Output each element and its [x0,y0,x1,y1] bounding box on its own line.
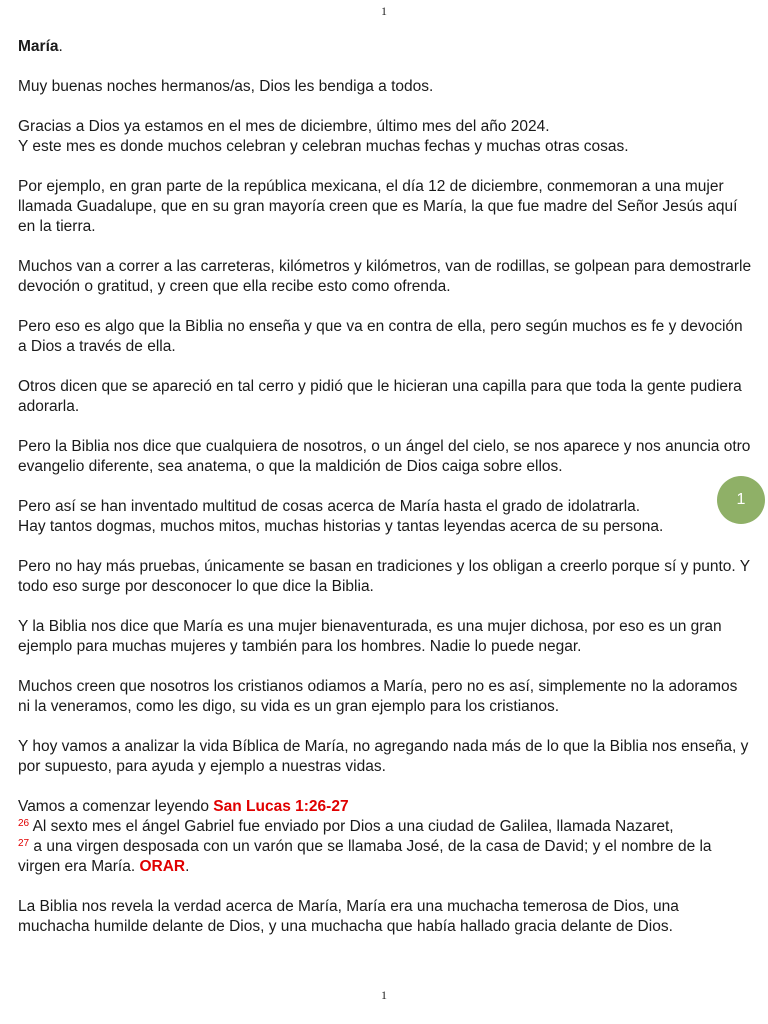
paragraph: Muchos van a correr a las carreteras, kilómetros y kilómetros, van de rodillas, se golpean para demostrarle devoción o gratitud, y creen que ella recibe esto como ofrenda. [18,258,752,295]
paragraph: Pero eso es algo que la Biblia no enseña y que va en contra de ella, pero según muchos es fe y devoción a Dios a través de ella. [18,318,743,355]
pray-label: ORAR [139,858,186,875]
verse-text: a una virgen desposada con un varón que se llamaba José, de la casa de David; y el nombre de la virgen era María. [18,838,712,875]
pray-punct: . [185,858,190,875]
scripture-reading [18,797,753,877]
verse-number: 26 [18,818,30,829]
verse-text: Al sexto mes el ángel Gabriel fue enviado por Dios a una ciudad de Galilea, llamada Nazaret, [29,818,674,835]
page-number-top: 1 [381,4,387,18]
title-punct: . [58,38,63,55]
paragraph: Y la Biblia nos dice que María es una mujer bienaventurada, es una mujer dichosa, por eso es un gran ejemplo para muchas mujeres y también para los hombres. Nadie lo puede negar. [18,618,722,655]
paragraph: Y hoy vamos a analizar la vida Bíblica de María, no agregando nada más de lo que la Biblia nos enseña, y por supuesto, para ayuda y ejemplo a nuestras vidas. [18,738,749,775]
paragraph: La Biblia nos revela la verdad acerca de María, María era una muchacha temerosa de Dios, una muchacha humilde delante de Dios, y una muchacha que había hallado gracia delante de Dios. [18,898,679,935]
paragraph: Por ejemplo, en gran parte de la república mexicana, el día 12 de diciembre, conmemoran a una mujer llamada Guadalupe, que en su gran mayoría creen que es María, la que fue madre del Señor Jesús aquí en la tierra. [18,178,738,235]
page-number-bottom: 1 [381,988,387,1002]
document-body [18,37,753,957]
comment-marker-icon[interactable]: 1 [717,476,765,524]
paragraph: Otros dicen que se apareció en tal cerro y pidió que le hicieran una capilla para que toda la gente pudiera adorarla. [18,378,742,415]
reading-intro: Vamos a comenzar leyendo [18,798,214,815]
paragraph: Pero no hay más pruebas, únicamente se basan en tradiciones y los obligan a creerlo porque sí y punto. Y todo eso surge por desconocer lo que dice la Biblia. [18,558,750,595]
paragraph: Gracias a Dios ya estamos en el mes de diciembre, último mes del año 2024. Y este mes es donde muchos celebran y celebran muchas fechas y muchas otras cosas. [18,118,629,155]
verse-number: 27 [18,838,30,849]
paragraph: Muchos creen que nosotros los cristianos odiamos a María, pero no es así, simplemente no la adoramos ni la veneramos, como les digo, su vida es un gran ejemplo para los cristianos. [18,678,738,715]
paragraph: Pero la Biblia nos dice que cualquiera de nosotros, o un ángel del cielo, se nos aparece y nos anuncia otro evangelio diferente, sea anatema, o que la maldición de Dios caiga sobre ellos. [18,438,751,475]
document-title [18,37,753,57]
paragraph: Muy buenas noches hermanos/as, Dios les bendiga a todos. [18,78,434,95]
paragraph: Pero así se han inventado multitud de cosas acerca de María hasta el grado de idolatrarla. Hay tantos dogmas, muchos mitos, muchas historias y tantas leyendas acerca de su persona. [18,498,664,535]
scripture-reference: San Lucas 1:26-27 [213,798,349,815]
title-text: María [18,38,59,55]
